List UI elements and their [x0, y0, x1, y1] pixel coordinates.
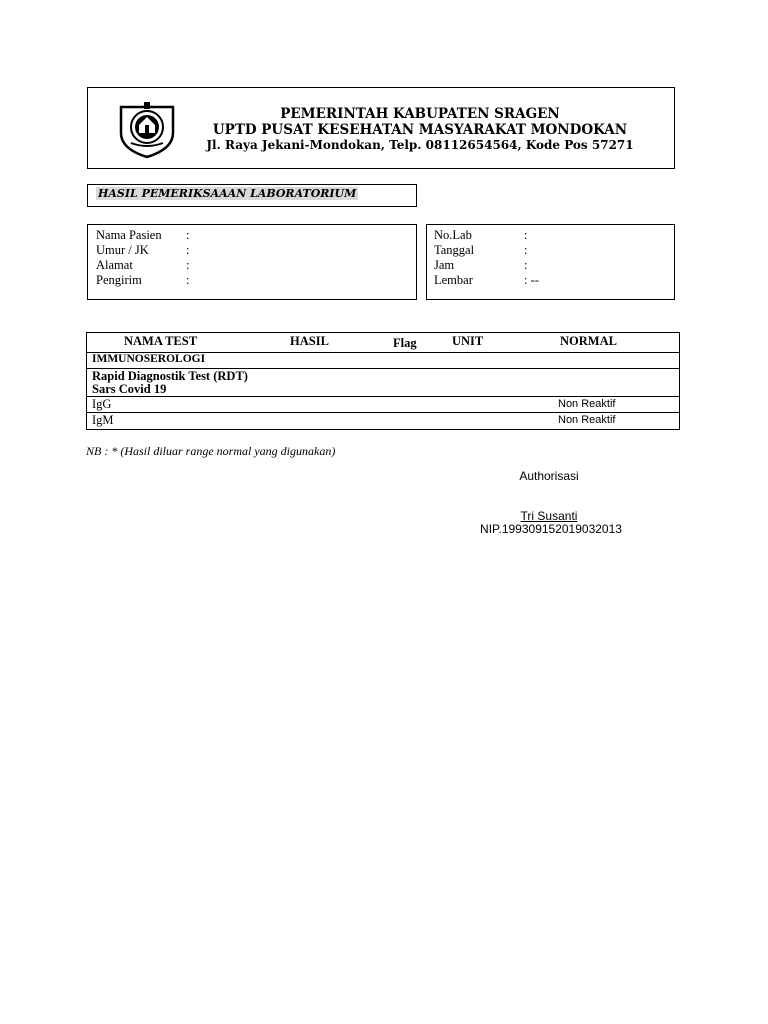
table-row-igg-normal: Non Reaktif	[558, 398, 616, 410]
lab-sheet-label: Lembar	[434, 273, 473, 287]
table-row-igg-name: IgG	[92, 397, 112, 411]
patient-name-sep: :	[186, 228, 190, 242]
patient-sender-sep: :	[186, 273, 190, 287]
lab-time-label: Jam	[434, 258, 455, 272]
lab-number-label: No.Lab	[434, 228, 472, 242]
col-header-result: HASIL	[290, 334, 329, 348]
patient-address-sep: :	[186, 258, 190, 272]
patient-address-label: Alamat	[96, 258, 133, 272]
patient-sender-label: Pengirim	[96, 273, 142, 287]
col-header-flag: Flag	[393, 336, 417, 350]
test-name-line-2: Sars Covid 19	[92, 382, 167, 396]
table-divider	[86, 412, 680, 413]
col-header-unit: UNIT	[452, 334, 484, 348]
table-row-igm-normal: Non Reaktif	[558, 414, 616, 426]
signer-nip: NIP.199309152019032013	[480, 522, 622, 536]
authorization-label: Authorisasi	[519, 469, 579, 483]
report-title: HASIL PEMERIKSAAAN LABORATORIUM	[98, 187, 357, 200]
section-immunoserology: IMMUNOSEROLOGI	[92, 353, 206, 365]
lab-number-sep: :	[524, 228, 528, 242]
lab-date-label: Tanggal	[434, 243, 475, 257]
lab-date-sep: :	[524, 243, 528, 257]
signer-name: Tri Susanti	[520, 509, 578, 523]
test-name-line-1: Rapid Diagnostik Test (RDT)	[92, 369, 248, 383]
table-divider	[86, 396, 680, 397]
patient-age-sep: :	[186, 243, 190, 257]
lab-time-sep: :	[524, 258, 528, 272]
patient-age-label: Umur / JK	[96, 243, 149, 257]
patient-name-label: Nama Pasien	[96, 228, 162, 242]
lab-sheet-sep: : --	[524, 273, 539, 287]
col-header-normal: NORMAL	[560, 334, 617, 348]
col-header-test-name: NAMA TEST	[124, 334, 198, 348]
letterhead-line-1: PEMERINTAH KABUPATEN SRAGEN	[280, 106, 560, 122]
letterhead-address: Jl. Raya Jekani-Mondokan, Telp. 08112654564, Kode Pos 57271	[206, 138, 634, 152]
table-row-igm-name: IgM	[92, 413, 114, 427]
footnote: NB : * (Hasil diluar range normal yang digunakan)	[86, 444, 336, 458]
regency-crest-icon	[117, 99, 177, 159]
letterhead-line-2: UPTD PUSAT KESEHATAN MASYARAKAT MONDOKAN	[212, 122, 628, 138]
